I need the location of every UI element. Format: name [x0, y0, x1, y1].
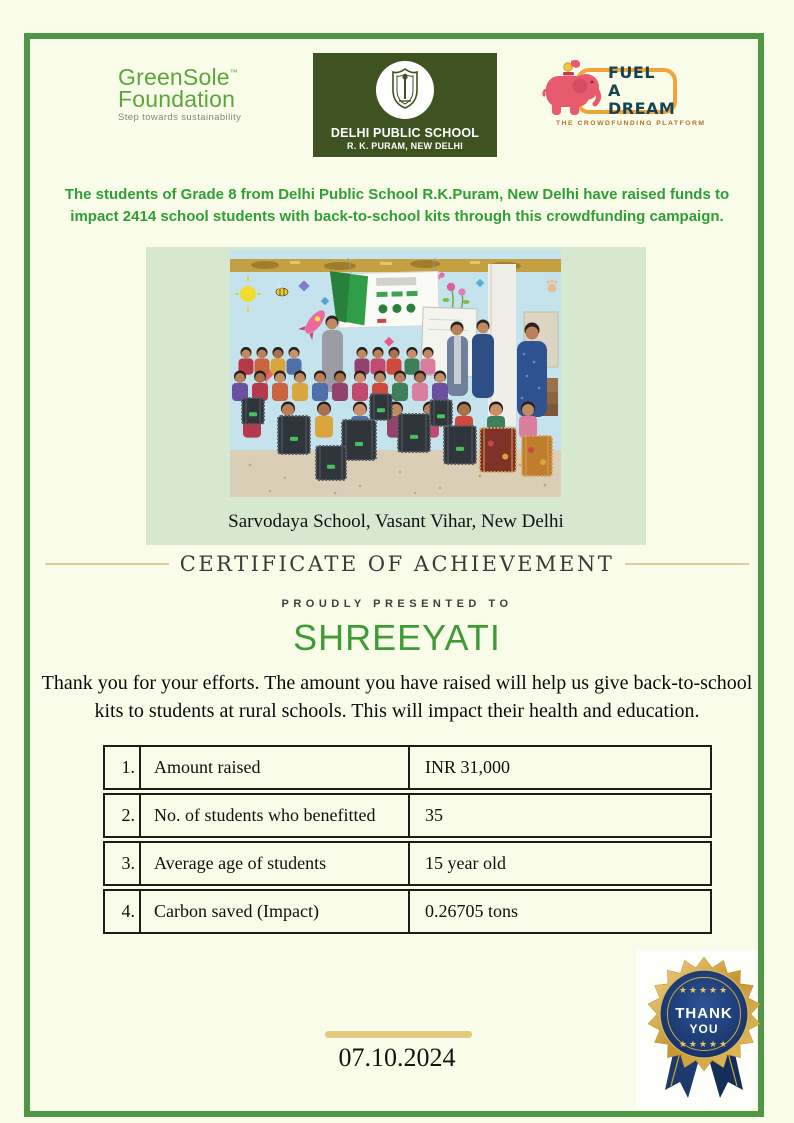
elephant-piggybank-icon [540, 58, 604, 120]
date-rule [325, 1031, 472, 1038]
fad-line1: FUEL A [608, 63, 656, 100]
greensole-foundation-logo [118, 62, 241, 123]
certificate-title-row [0, 552, 794, 576]
table-row [103, 841, 712, 886]
row-value: 15 year old [425, 853, 506, 873]
greensole-wordmark: GreenSole [118, 64, 230, 90]
school-children-photo [230, 250, 561, 497]
certificate-title: CERTIFICATE OF ACHIEVEMENT [179, 552, 615, 576]
delhi-public-school-logo [313, 53, 497, 157]
table-row [103, 793, 712, 838]
row-number: 4. [105, 891, 141, 932]
campaign-intro-text: The students of Grade 8 from Delhi Public School R.K.Puram, New Delhi have raised funds to impact 2414 school students with back-to-school kits through this crowdfunding campaign. [64, 186, 730, 225]
table-row [103, 889, 712, 934]
presented-to-label: PROUDLY PRESENTED TO [281, 598, 513, 610]
greensole-tagline: Step towards sustainability [118, 112, 242, 123]
row-label: Carbon saved (Impact) [141, 891, 410, 932]
trademark-symbol: ™ [229, 68, 238, 77]
greensole-foundation-word: Foundation [118, 86, 236, 112]
row-number: 1. [105, 747, 141, 788]
fad-tagline: THE CROWDFUNDING PLATFORM [556, 120, 706, 127]
row-label: Average age of students [141, 843, 410, 884]
dps-name: DELHI PUBLIC SCHOOL [330, 126, 480, 140]
dps-location: R. K. PURAM, NEW DELHI [347, 141, 463, 151]
badge-stars-top: ★★★★★ [678, 985, 730, 995]
row-value: INR 31,000 [425, 757, 510, 777]
dps-shield-emblem-icon [366, 57, 444, 123]
photo-panel [146, 247, 646, 545]
row-number: 2. [105, 795, 141, 836]
table-row [103, 745, 712, 790]
row-number: 3. [105, 843, 141, 884]
row-value: 35 [425, 805, 443, 825]
title-right-rule [625, 563, 749, 565]
recipient-name: SHREEYATI [293, 617, 501, 658]
certificate-date: 07.10.2024 [338, 1043, 456, 1072]
fuel-a-dream-logo [540, 58, 706, 132]
impact-stats-table [103, 745, 712, 937]
row-label: No. of students who benefitted [141, 795, 410, 836]
badge-you: YOU [689, 1022, 719, 1036]
badge-thank: THANK [675, 1005, 733, 1022]
thank-you-message: Thank you for your efforts. The amount you have raised will help us give back-to-school kits to students at rural schools. This will impact their health and education. [41, 672, 753, 723]
badge-stars-bottom: ★★★★★ [678, 1039, 730, 1049]
fad-line2: DREAM [608, 99, 676, 118]
thank-you-badge [638, 954, 770, 1104]
title-left-rule [45, 563, 169, 565]
row-label: Amount raised [141, 747, 410, 788]
row-value: 0.26705 tons [425, 901, 519, 921]
photo-caption: Sarvodaya School, Vasant Vihar, New Delhi [228, 511, 564, 532]
